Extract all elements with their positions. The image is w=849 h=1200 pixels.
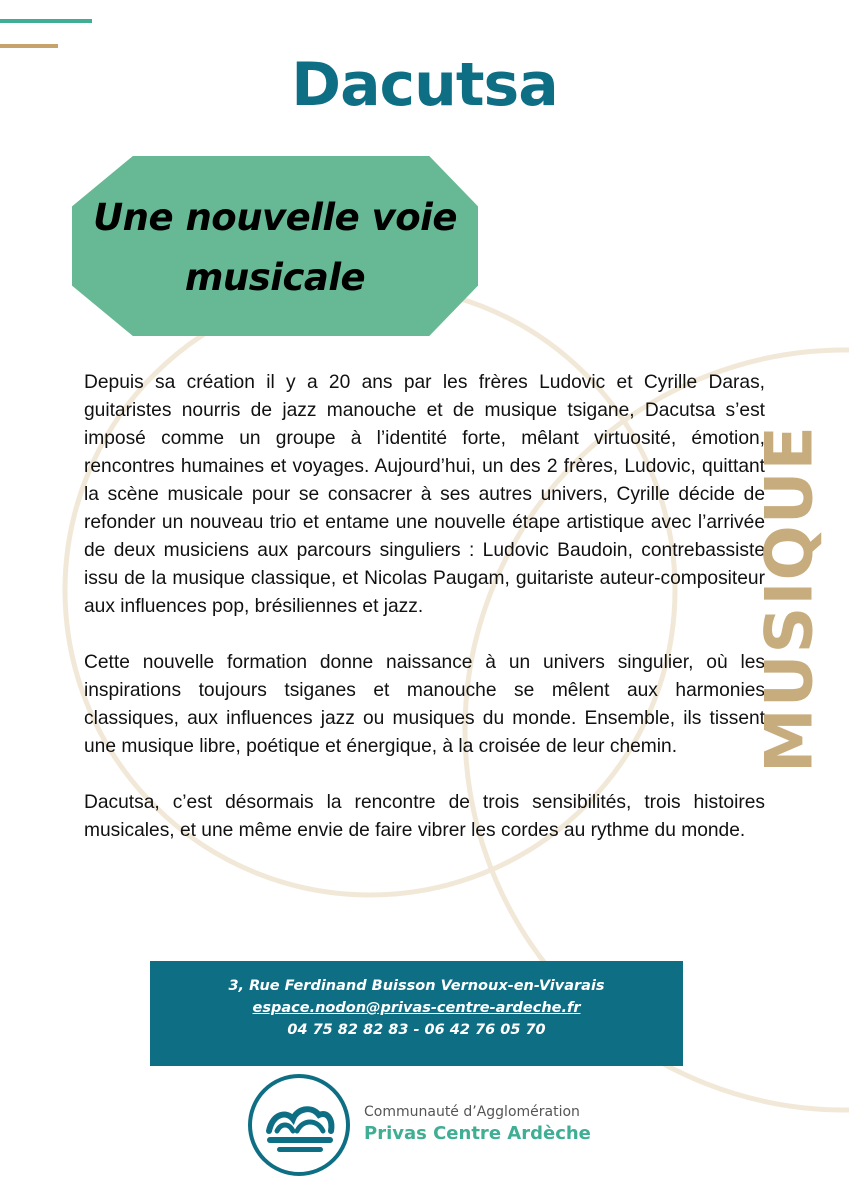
subtitle [72,188,478,308]
logo-text-line-2: Privas Centre Ardèche [364,1123,591,1144]
contact-box [150,961,683,1066]
category-label [745,425,835,773]
page-title: Dacutsa [291,50,558,120]
paragraph-3: Dacutsa, c’est désormais la rencontre de trois sensibilités, trois histoires musicales, et une même envie de faire vibrer les cordes au rythme du monde. [84,792,765,841]
paragraph-1: Depuis sa création il y a 20 ans par les frères Ludovic et Cyrille Daras, guitaristes nourris de jazz manouche et de musique tsigane, Dacutsa s’est imposé comme un groupe à l’identité forte, mêlant virtuosité, émotion, rencontres humaines et voyages. Aujourd’hui, un des 2 frères, Ludovic, quittant la scène musicale pour se consacrer à ses autres univers, Cyrille décide de refonder un nouveau trio et entame une nouvelle étape artistique avec l’arrivée de deux musiciens aux parcours singuliers : Ludovic Baudoin, contrebassiste issu de la musique classique, et Nicolas Paugam, guitariste auteur-compositeur aux influences pop, brésiliennes et jazz. [84,372,765,617]
agglomeration-logo-icon [247,1073,351,1177]
category-label-text: MUSIQUE [752,425,828,773]
contact-address: 3, Rue Ferdinand Buisson Vernoux-en-Vivarais [228,978,605,994]
subtitle-line-1: Une nouvelle voie [93,196,457,239]
logo-text-line-1: Communauté d’Agglomération [364,1104,580,1120]
article-body [84,369,765,873]
contact-phones: 04 75 82 82 83 - 06 42 76 05 70 [287,1022,546,1038]
subtitle-line-2: musicale [184,256,366,299]
contact-email-link[interactable]: espace.nodon@privas-centre-ardeche.fr [252,1000,581,1016]
decorative-line-gold [0,44,58,48]
paragraph-2: Cette nouvelle formation donne naissance à un univers singulier, où les inspirations toujours tsiganes et manouche se mêlent aux harmonies classiques, aux influences jazz ou musiques du monde. Ensemble, ils tissent une musique libre, poétique et énergique, à la croisée de leur chemin. [84,652,765,757]
decorative-line-teal [0,19,92,23]
